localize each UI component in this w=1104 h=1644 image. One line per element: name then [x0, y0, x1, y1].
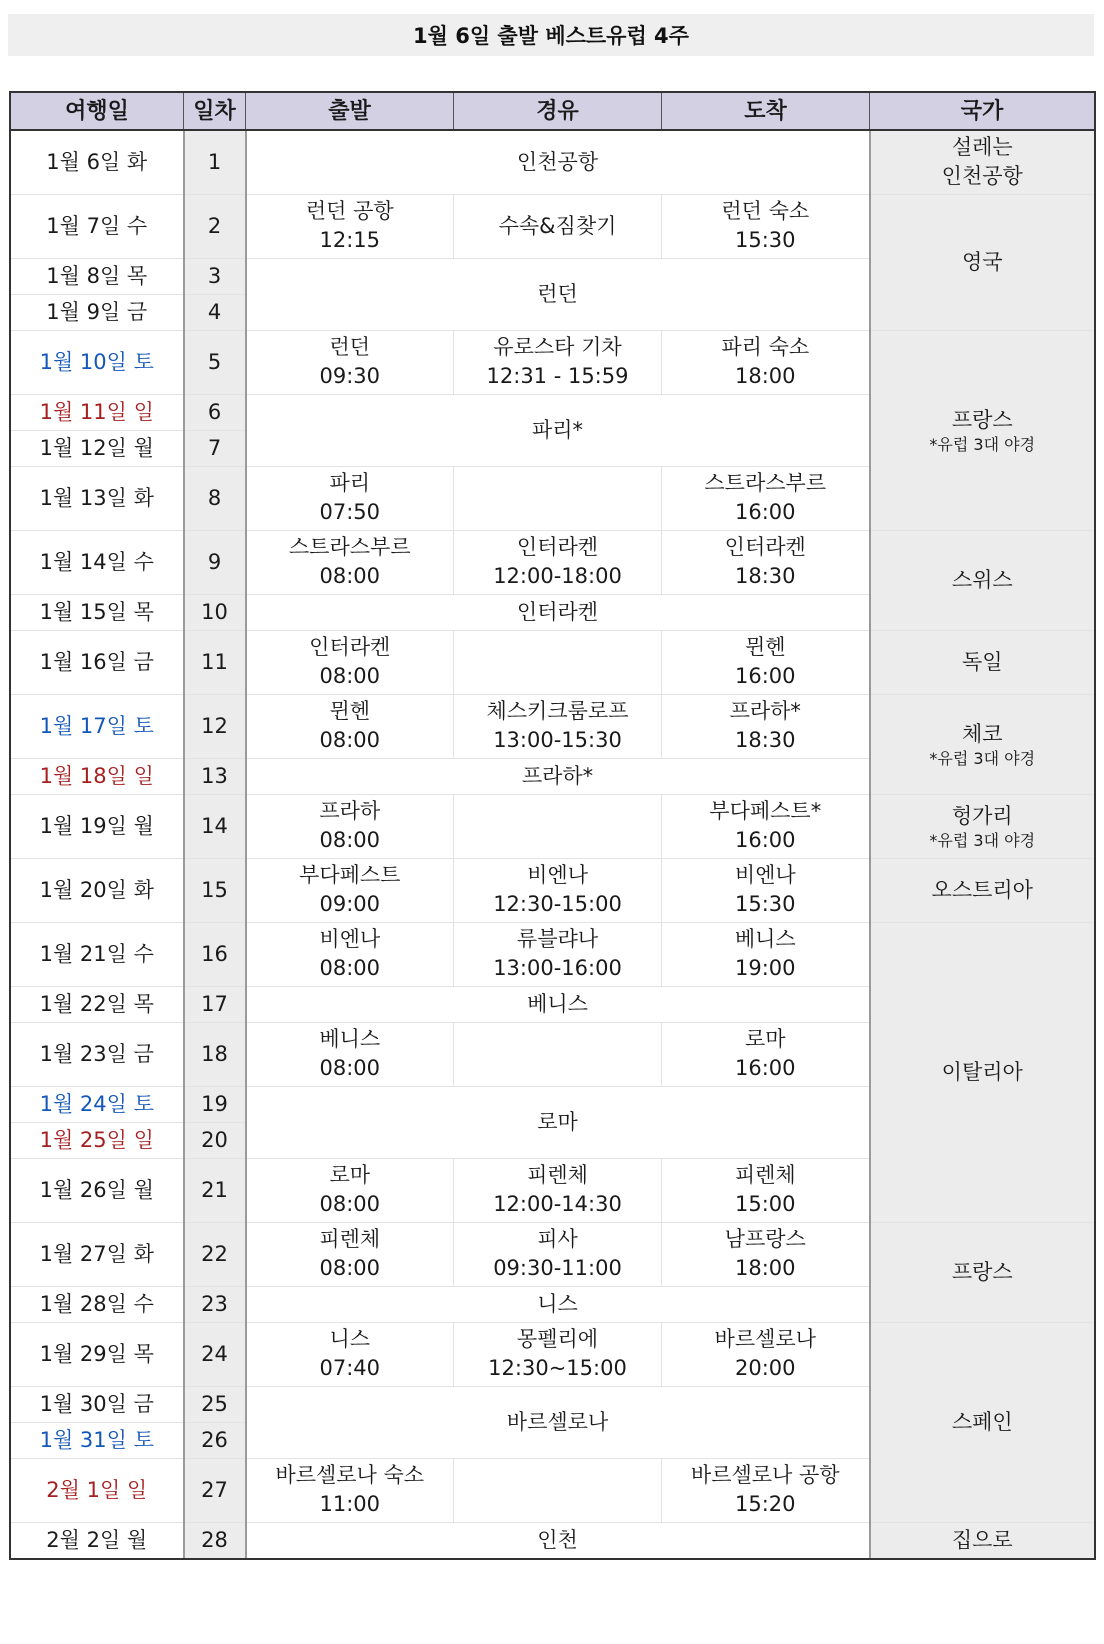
arrival-time: 18:30	[734, 728, 796, 752]
country-cell: 독일	[870, 630, 1095, 694]
arrival-time: 16:00	[734, 664, 796, 688]
arrival-place: 인터라켄	[724, 535, 806, 559]
via-time: 13:00-16:00	[493, 956, 622, 980]
day-cell: 17	[184, 986, 246, 1022]
arrival-time: 16:00	[734, 500, 796, 524]
date-cell: 1월 12일 월	[11, 430, 184, 466]
day-cell: 16	[184, 922, 246, 986]
departure-place: 런던 공항	[305, 199, 394, 223]
country-name: 프랑스	[951, 407, 1013, 432]
day-cell: 13	[184, 758, 246, 794]
departure-time: 08:00	[319, 728, 381, 752]
departure-time: 08:00	[319, 1056, 381, 1080]
departure-place: 비엔나	[319, 927, 381, 951]
date-cell: 1월 20일 화	[11, 858, 184, 922]
date-cell: 1월 29일 목	[11, 1322, 184, 1386]
itinerary-table	[10, 92, 1095, 1559]
country-cell	[870, 794, 1095, 858]
day-cell: 20	[184, 1122, 246, 1158]
date-cell: 1월 10일 토	[11, 330, 184, 394]
departure-place: 뮌헨	[329, 699, 371, 723]
via-place: 인터라켄	[516, 535, 599, 559]
departure-place: 런던	[329, 335, 371, 359]
arrival-time: 15:00	[734, 1192, 796, 1216]
arrival-time: 16:00	[734, 1056, 796, 1080]
arrival-time: 18:00	[734, 364, 796, 388]
header-row	[11, 93, 1095, 131]
arrival-place: 피렌체	[734, 1163, 796, 1187]
table-row	[11, 1522, 1095, 1558]
departure-time: 12:15	[319, 228, 381, 252]
departure-place: 피렌체	[319, 1227, 381, 1251]
date-cell: 1월 8일 목	[11, 258, 184, 294]
table-row	[11, 794, 1095, 858]
day-cell: 12	[184, 694, 246, 758]
stay-cell: 인천	[246, 1522, 870, 1558]
date-cell: 1월 23일 금	[11, 1022, 184, 1086]
day-cell: 1	[184, 130, 246, 194]
arrival-cell	[662, 1458, 870, 1522]
departure-cell	[246, 466, 454, 530]
via-time: 12:00-18:00	[493, 564, 622, 588]
arrival-cell	[662, 1222, 870, 1286]
arrival-cell	[662, 1022, 870, 1086]
departure-cell	[246, 1458, 454, 1522]
header-date: 여행일	[11, 93, 184, 131]
date-cell: 1월 31일 토	[11, 1422, 184, 1458]
table-row	[11, 530, 1095, 594]
day-cell: 14	[184, 794, 246, 858]
country-cell	[870, 330, 1095, 530]
day-cell: 15	[184, 858, 246, 922]
day-cell: 24	[184, 1322, 246, 1386]
date-cell: 2월 2일 월	[11, 1522, 184, 1558]
arrival-time: 15:30	[734, 892, 796, 916]
country-cell: 영국	[870, 194, 1095, 330]
arrival-place: 바르셀로나	[714, 1327, 816, 1351]
country-line: 설레는	[951, 135, 1013, 160]
day-cell: 2	[184, 194, 246, 258]
date-cell: 1월 19일 월	[11, 794, 184, 858]
departure-time: 08:00	[319, 1256, 381, 1280]
arrival-cell	[662, 1322, 870, 1386]
via-time: 12:30-15:00	[493, 892, 622, 916]
via-place: 피사	[537, 1227, 578, 1251]
stay-cell: 베니스	[246, 986, 870, 1022]
country-name: 헝가리	[951, 803, 1013, 828]
day-cell: 19	[184, 1086, 246, 1122]
date-cell: 1월 22일 목	[11, 986, 184, 1022]
departure-time: 08:00	[319, 828, 381, 852]
via-place: 피렌체	[527, 1163, 588, 1187]
arrival-place: 로마	[744, 1027, 786, 1051]
via-cell	[454, 794, 662, 858]
header-departure: 출발	[246, 93, 454, 131]
day-cell: 8	[184, 466, 246, 530]
stay-cell: 로마	[246, 1086, 870, 1158]
departure-cell	[246, 1222, 454, 1286]
stay-cell: 프라하*	[246, 758, 870, 794]
date-cell: 1월 16일 금	[11, 630, 184, 694]
departure-time: 08:00	[319, 664, 381, 688]
country-line: 인천공항	[941, 164, 1023, 189]
country-cell	[870, 694, 1095, 794]
departure-cell	[246, 530, 454, 594]
via-time: 12:31 - 15:59	[486, 364, 629, 388]
table-row	[11, 1222, 1095, 1286]
via-place: 몽펠리에	[516, 1327, 599, 1351]
departure-cell	[246, 1022, 454, 1086]
via-cell	[454, 1158, 662, 1222]
stay-cell: 인터라켄	[246, 594, 870, 630]
via-place: 체스키크룸로프	[486, 699, 629, 723]
arrival-cell	[662, 630, 870, 694]
date-cell: 1월 24일 토	[11, 1086, 184, 1122]
header-via: 경유	[454, 93, 662, 131]
arrival-place: 프라하*	[729, 699, 801, 723]
date-cell: 1월 26일 월	[11, 1158, 184, 1222]
arrival-cell	[662, 694, 870, 758]
date-cell: 1월 25일 일	[11, 1122, 184, 1158]
stay-cell: 바르셀로나	[246, 1386, 870, 1458]
stay-cell: 인천공항	[246, 130, 870, 194]
date-cell: 1월 30일 금	[11, 1386, 184, 1422]
day-cell: 11	[184, 630, 246, 694]
arrival-time: 15:20	[734, 1492, 796, 1516]
departure-place: 베니스	[319, 1027, 381, 1051]
departure-time: 09:00	[319, 892, 381, 916]
table-row	[11, 330, 1095, 394]
departure-time: 09:30	[319, 364, 381, 388]
arrival-place: 런던 숙소	[721, 199, 810, 223]
via-time: 09:30-11:00	[493, 1256, 622, 1280]
date-cell: 1월 9일 금	[11, 294, 184, 330]
via-cell	[454, 1222, 662, 1286]
day-cell: 23	[184, 1286, 246, 1322]
day-cell: 22	[184, 1222, 246, 1286]
arrival-time: 15:30	[734, 228, 796, 252]
departure-place: 부다페스트	[299, 863, 401, 887]
via-cell	[454, 1322, 662, 1386]
day-cell: 7	[184, 430, 246, 466]
via-cell	[454, 630, 662, 694]
date-cell: 1월 21일 수	[11, 922, 184, 986]
arrival-cell	[662, 794, 870, 858]
via-place: 수속&짐찾기	[498, 213, 617, 238]
arrival-cell	[662, 466, 870, 530]
day-cell: 9	[184, 530, 246, 594]
departure-cell	[246, 794, 454, 858]
via-cell	[454, 922, 662, 986]
arrival-place: 부다페스트*	[709, 799, 822, 823]
via-cell	[454, 530, 662, 594]
country-cell: 오스트리아	[870, 858, 1095, 922]
day-cell: 10	[184, 594, 246, 630]
arrival-cell	[662, 330, 870, 394]
country-note: *유럽 3대 야경	[929, 434, 1036, 454]
departure-cell	[246, 630, 454, 694]
country-cell: 스위스	[870, 530, 1095, 630]
header-day: 일차	[184, 93, 246, 131]
country-cell: 프랑스	[870, 1222, 1095, 1322]
via-time: 13:00-15:30	[493, 728, 622, 752]
table-row	[11, 858, 1095, 922]
day-cell: 5	[184, 330, 246, 394]
table-row	[11, 922, 1095, 986]
departure-cell	[246, 922, 454, 986]
arrival-time: 18:30	[734, 564, 796, 588]
departure-time: 08:00	[319, 956, 381, 980]
via-cell	[454, 466, 662, 530]
arrival-place: 남프랑스	[724, 1227, 806, 1251]
arrival-time: 19:00	[734, 956, 796, 980]
date-cell: 1월 14일 수	[11, 530, 184, 594]
day-cell: 4	[184, 294, 246, 330]
country-note: *유럽 3대 야경	[929, 748, 1036, 768]
arrival-time: 16:00	[734, 828, 796, 852]
date-cell: 1월 11일 일	[11, 394, 184, 430]
day-cell: 26	[184, 1422, 246, 1458]
arrival-place: 비엔나	[734, 863, 796, 887]
country-cell: 스페인	[870, 1322, 1095, 1522]
date-cell: 1월 28일 수	[11, 1286, 184, 1322]
country-cell: 이탈리아	[870, 922, 1095, 1222]
arrival-place: 베니스	[734, 927, 796, 951]
departure-time: 11:00	[319, 1492, 381, 1516]
table-row	[11, 1322, 1095, 1386]
via-cell	[454, 194, 662, 258]
departure-time: 07:40	[319, 1356, 381, 1380]
departure-cell	[246, 858, 454, 922]
departure-time: 08:00	[319, 564, 381, 588]
country-cell: 집으로	[870, 1522, 1095, 1558]
date-cell: 1월 18일 일	[11, 758, 184, 794]
via-time: 12:00-14:30	[493, 1192, 622, 1216]
arrival-place: 파리 숙소	[721, 335, 810, 359]
day-cell: 6	[184, 394, 246, 430]
date-cell: 1월 17일 토	[11, 694, 184, 758]
stay-cell: 파리*	[246, 394, 870, 466]
day-cell: 21	[184, 1158, 246, 1222]
departure-cell	[246, 694, 454, 758]
country-cell	[870, 130, 1095, 194]
departure-cell	[246, 330, 454, 394]
departure-place: 니스	[329, 1327, 371, 1351]
departure-place: 인터라켄	[309, 635, 391, 659]
arrival-time: 20:00	[734, 1356, 796, 1380]
header-country: 국가	[870, 93, 1095, 131]
via-cell	[454, 858, 662, 922]
table-row	[11, 630, 1095, 694]
arrival-place: 뮌헨	[744, 635, 786, 659]
table-row	[11, 194, 1095, 258]
table-row	[11, 694, 1095, 758]
date-cell: 2월 1일 일	[11, 1458, 184, 1522]
arrival-place: 스트라스부르	[704, 471, 827, 495]
departure-place: 바르셀로나 숙소	[275, 1463, 425, 1487]
day-cell: 27	[184, 1458, 246, 1522]
date-cell: 1월 13일 화	[11, 466, 184, 530]
via-cell	[454, 1022, 662, 1086]
arrival-cell	[662, 858, 870, 922]
departure-cell	[246, 194, 454, 258]
via-cell	[454, 1458, 662, 1522]
departure-cell	[246, 1322, 454, 1386]
via-time: 12:30~15:00	[488, 1356, 627, 1380]
arrival-time: 18:00	[734, 1256, 796, 1280]
country-note: *유럽 3대 야경	[929, 830, 1036, 850]
departure-time: 08:00	[319, 1192, 381, 1216]
arrival-cell	[662, 194, 870, 258]
country-name: 체코	[961, 721, 1003, 746]
departure-cell	[246, 1158, 454, 1222]
date-cell: 1월 6일 화	[11, 130, 184, 194]
via-place: 류블랴나	[516, 927, 599, 951]
arrival-cell	[662, 1158, 870, 1222]
arrival-cell	[662, 530, 870, 594]
departure-place: 프라하	[319, 799, 381, 823]
via-cell	[454, 330, 662, 394]
arrival-place: 바르셀로나 공항	[690, 1463, 840, 1487]
day-cell: 3	[184, 258, 246, 294]
day-cell: 18	[184, 1022, 246, 1086]
stay-cell: 니스	[246, 1286, 870, 1322]
arrival-cell	[662, 922, 870, 986]
via-cell	[454, 694, 662, 758]
date-cell: 1월 15일 목	[11, 594, 184, 630]
via-place: 비엔나	[527, 863, 588, 887]
table-row	[11, 130, 1095, 194]
date-cell: 1월 27일 화	[11, 1222, 184, 1286]
departure-time: 07:50	[319, 500, 381, 524]
date-cell: 1월 7일 수	[11, 194, 184, 258]
departure-place: 로마	[329, 1163, 371, 1187]
departure-place: 스트라스부르	[288, 535, 411, 559]
day-cell: 25	[184, 1386, 246, 1422]
header-arrival: 도착	[662, 93, 870, 131]
stay-cell: 런던	[246, 258, 870, 330]
day-cell: 28	[184, 1522, 246, 1558]
page-title: 1월 6일 출발 베스트유럽 4주	[8, 14, 1094, 56]
via-place: 유로스타 기차	[493, 335, 622, 359]
departure-place: 파리	[329, 471, 371, 495]
